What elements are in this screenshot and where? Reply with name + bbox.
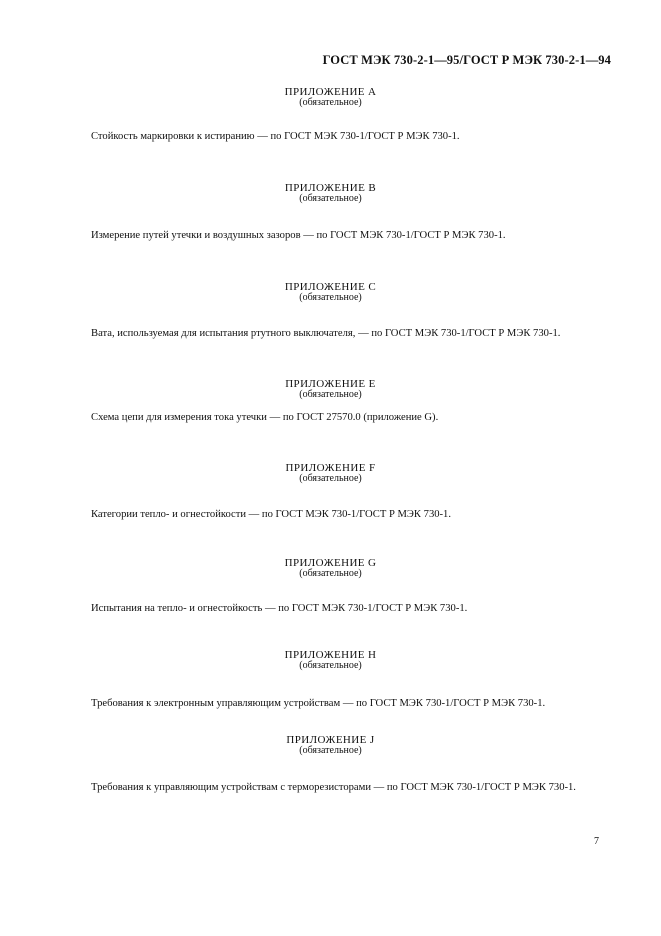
annex-title: ПРИЛОЖЕНИЕ С	[284, 281, 377, 293]
annex-status: (обязательное)	[299, 292, 362, 303]
annex-text: Вата, используемая для испытания ртутного выключателя, — по ГОСТ МЭК 730-1/ГОСТ Р МЭК 730-1.	[91, 328, 561, 339]
annex-title: ПРИЛОЖЕНИЕ Н	[284, 649, 377, 661]
annex-title: ПРИЛОЖЕНИЕ F	[285, 462, 376, 474]
annex-text: Измерение путей утечки и воздушных зазоров — по ГОСТ МЭК 730-1/ГОСТ Р МЭК 730-1.	[91, 230, 506, 241]
page-number: 7	[594, 836, 599, 847]
annex-status: (обязательное)	[299, 745, 362, 756]
document-header: ГОСТ МЭК 730-2-1—95/ГОСТ Р МЭК 730-2-1—94	[322, 53, 611, 67]
annex-status: (обязательное)	[299, 97, 362, 108]
annex-text: Требования к электронным управляющим устройствам — по ГОСТ МЭК 730-1/ГОСТ Р МЭК 730-1.	[91, 698, 546, 709]
annex-text: Испытания на тепло- и огнестойкость — по ГОСТ МЭК 730-1/ГОСТ Р МЭК 730-1.	[91, 603, 468, 614]
annex-status: (обязательное)	[299, 473, 362, 484]
annex-status: (обязательное)	[299, 660, 362, 671]
annex-status: (обязательное)	[299, 389, 362, 400]
annex-title: ПРИЛОЖЕНИЕ Е	[285, 378, 376, 390]
annex-title: ПРИЛОЖЕНИЕ В	[284, 182, 377, 194]
annex-status: (обязательное)	[299, 193, 362, 204]
annex-text: Требования к управляющим устройствам с терморезисторами — по ГОСТ МЭК 730-1/ГОСТ Р МЭК 730-1.	[91, 782, 576, 793]
annex-status: (обязательное)	[299, 568, 362, 579]
annex-title: ПРИЛОЖЕНИЕ G	[284, 557, 377, 569]
annex-text: Схема цепи для измерения тока утечки — по ГОСТ 27570.0 (приложение G).	[91, 412, 439, 423]
annex-text: Стойкость маркировки к истиранию — по ГОСТ МЭК 730-1/ГОСТ Р МЭК 730-1.	[91, 131, 460, 142]
annex-title: ПРИЛОЖЕНИЕ J	[286, 734, 375, 746]
annex-text: Категории тепло- и огнестойкости — по ГОСТ МЭК 730-1/ГОСТ Р МЭК 730-1.	[91, 509, 452, 520]
annex-title: ПРИЛОЖЕНИЕ А	[284, 86, 377, 98]
